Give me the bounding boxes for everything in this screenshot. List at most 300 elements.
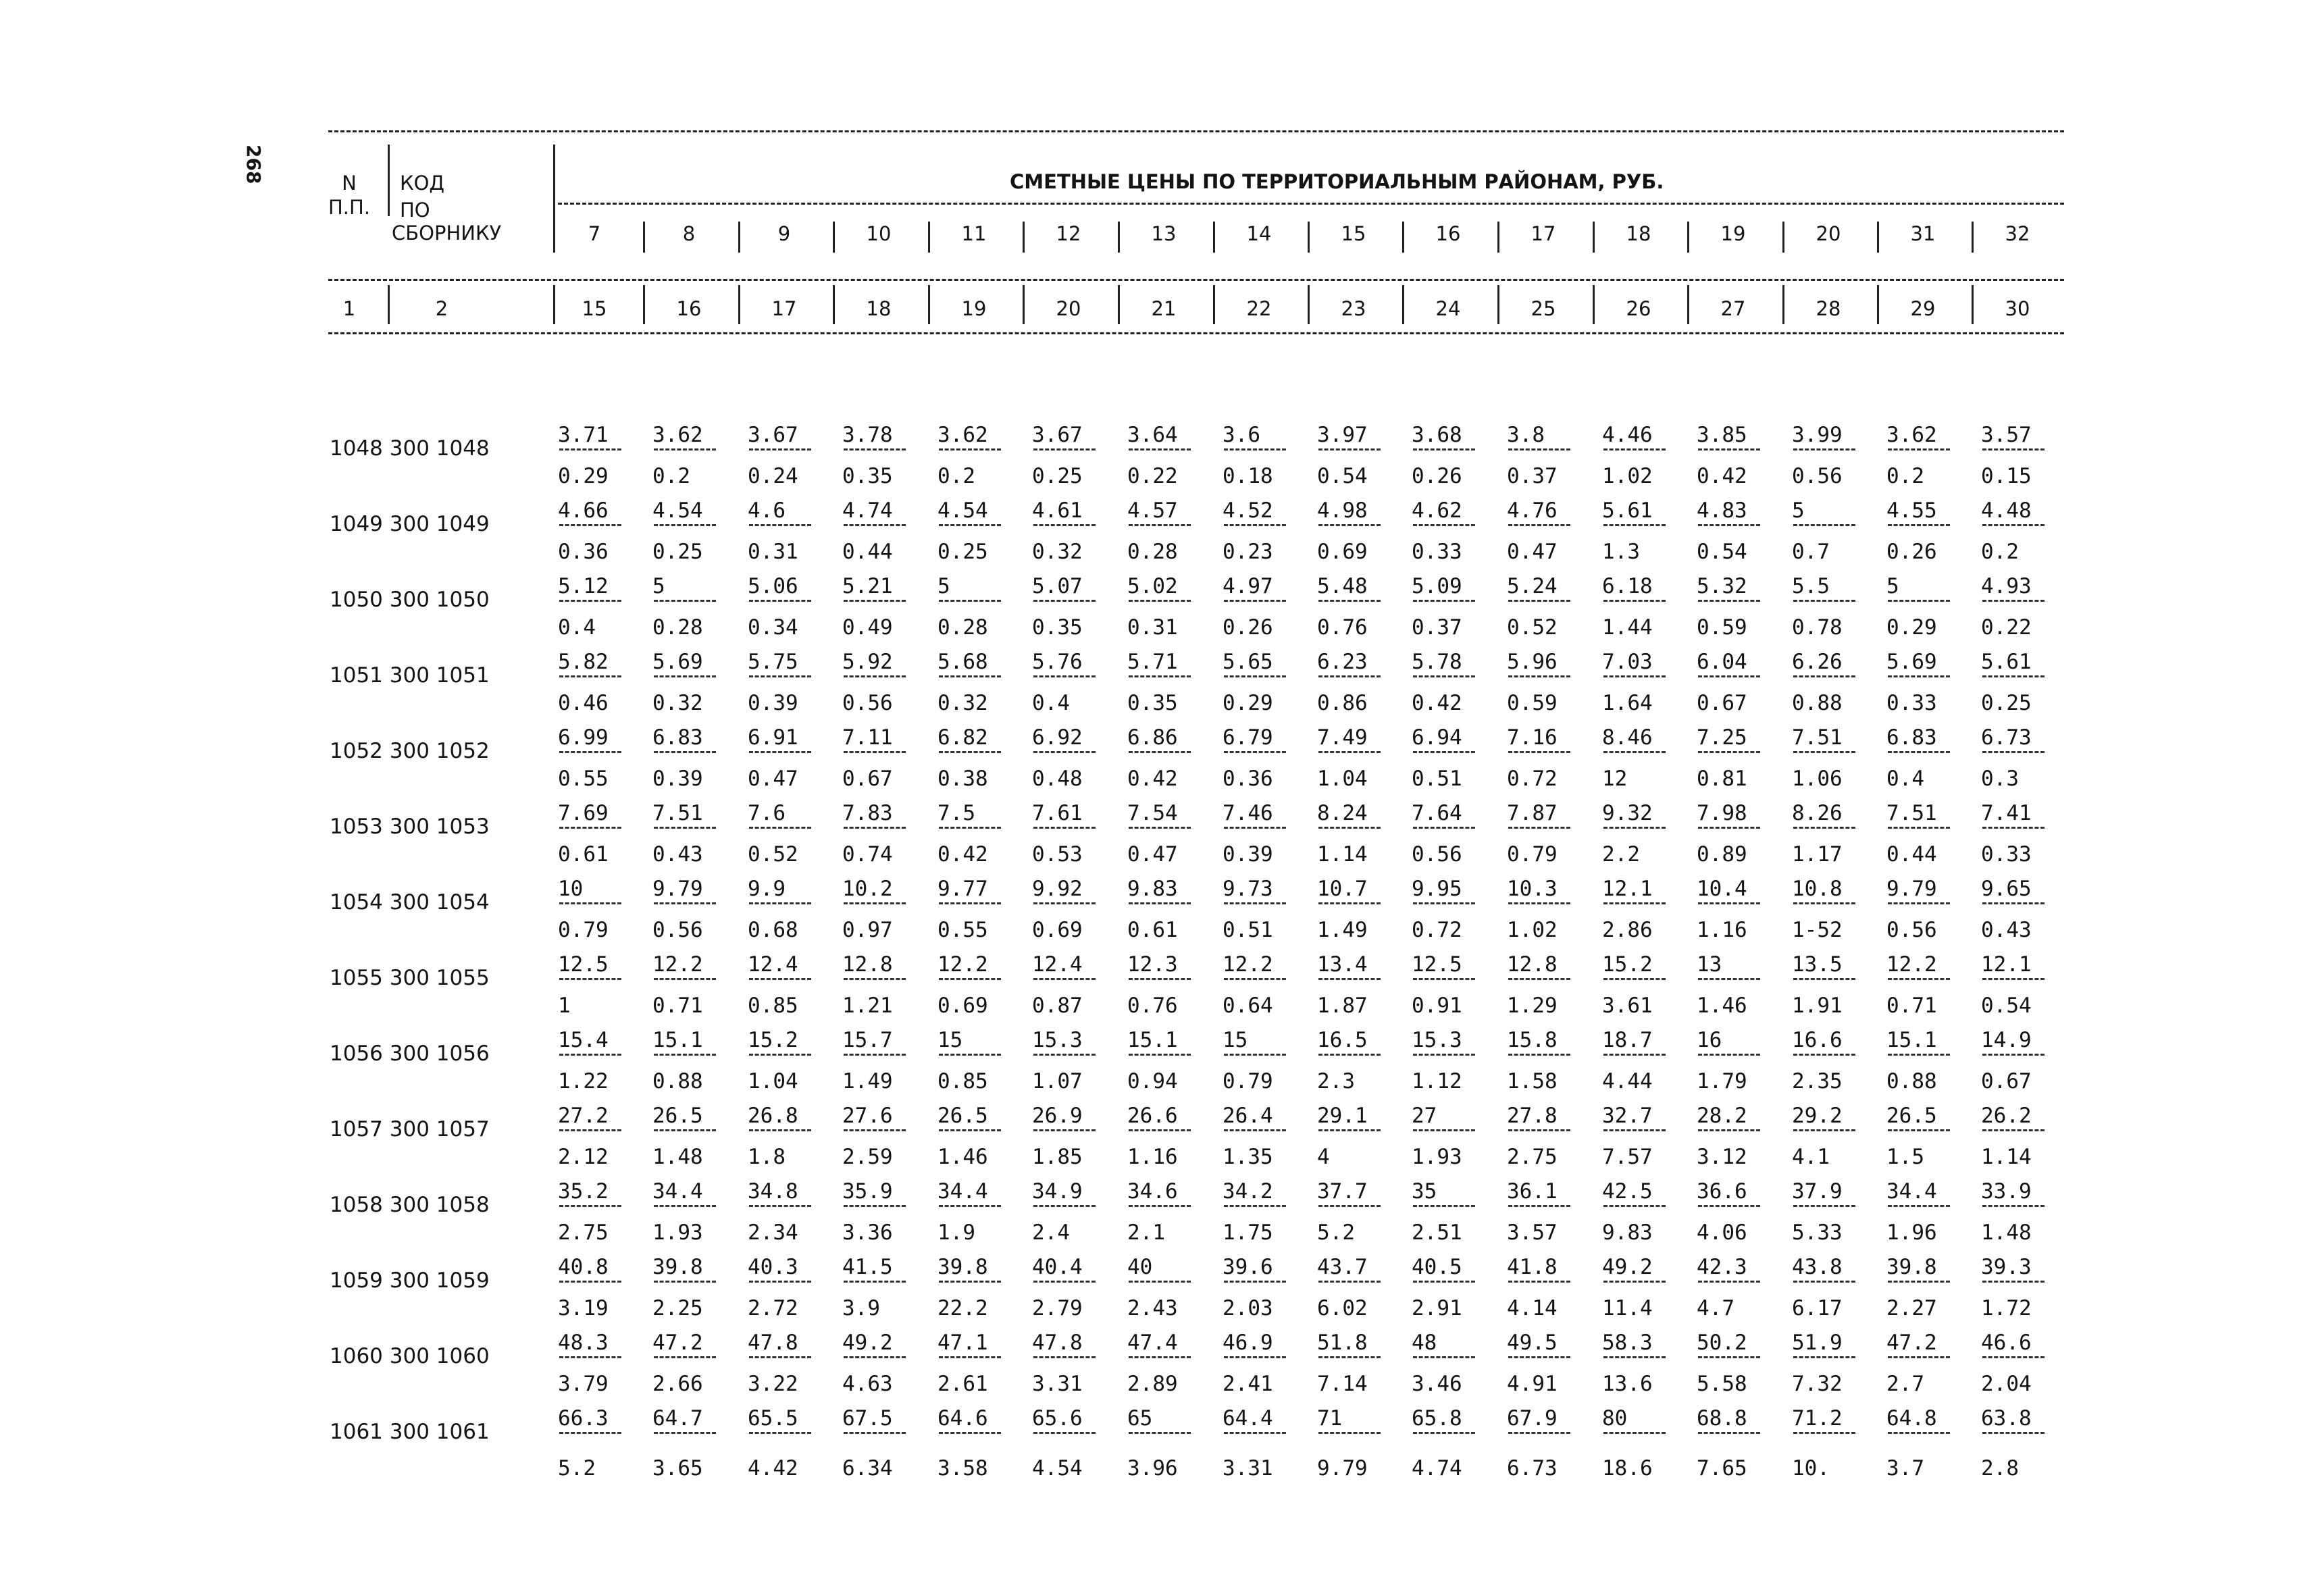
fraction-dash <box>1129 524 1191 526</box>
price-cell <box>1792 877 1873 952</box>
fraction-dash <box>1793 978 1855 980</box>
price-value: 12.8 <box>842 952 893 977</box>
fraction-dash <box>1698 827 1760 829</box>
price-cell <box>652 1179 734 1255</box>
price-subvalue: 0.28 <box>652 615 703 640</box>
price-cell <box>558 423 639 498</box>
price-subvalue: 1.46 <box>1697 994 1747 1018</box>
price-cell <box>1127 801 1208 877</box>
fraction-dash <box>1603 978 1666 980</box>
fraction-dash <box>1033 675 1096 677</box>
price-subvalue: 2.66 <box>652 1372 703 1396</box>
price-cell <box>1886 1104 1968 1179</box>
fraction-dash <box>559 675 621 677</box>
price-value: 5.75 <box>748 650 798 674</box>
price-subvalue: 2.51 <box>1412 1220 1462 1245</box>
fraction-dash <box>1888 902 1950 904</box>
price-cell <box>1507 650 1588 725</box>
price-subvalue: 0.35 <box>1127 691 1178 715</box>
fraction-dash <box>1888 1054 1950 1056</box>
fraction-dash <box>1033 1432 1096 1434</box>
fraction-dash <box>1033 1129 1096 1131</box>
price-cell <box>1127 1331 1208 1406</box>
price-value: 4.57 <box>1127 498 1178 523</box>
price-value: 16.5 <box>1317 1028 1368 1052</box>
price-subvalue: 1.35 <box>1223 1145 1273 1169</box>
price-subvalue: 3.96 <box>1127 1456 1178 1481</box>
price-value: 10.7 <box>1317 877 1368 901</box>
price-subvalue: 0.42 <box>937 842 988 867</box>
price-cell <box>1602 801 1683 877</box>
fraction-dash <box>1129 751 1191 753</box>
district-number: 32 <box>2005 222 2030 245</box>
price-cell <box>748 574 829 650</box>
price-subvalue: 1.85 <box>1032 1145 1083 1169</box>
fraction-dash <box>1603 675 1666 677</box>
fraction-dash <box>1982 751 2045 753</box>
fraction-dash <box>844 902 906 904</box>
price-value: 35.2 <box>558 1179 609 1204</box>
price-cell <box>1792 498 1873 574</box>
price-subvalue: 9.83 <box>1602 1220 1653 1245</box>
fraction-dash <box>1888 448 1950 451</box>
price-value: 10 <box>558 877 584 901</box>
price-value: 7.98 <box>1697 801 1747 825</box>
price-value: 6.83 <box>652 725 703 750</box>
column-separator <box>1782 222 1784 253</box>
column-number: 19 <box>961 297 987 320</box>
price-subvalue: 0.42 <box>1127 767 1178 791</box>
price-subvalue: 1.17 <box>1792 842 1843 867</box>
price-value: 39.8 <box>937 1255 988 1279</box>
price-cell <box>1223 574 1304 650</box>
price-value: 40.3 <box>748 1255 798 1279</box>
price-cell <box>1127 952 1208 1028</box>
table-row <box>0 952 2314 1028</box>
fraction-dash <box>1318 827 1381 829</box>
price-value: 64.4 <box>1223 1406 1273 1431</box>
table-row <box>0 498 2314 574</box>
page-number: 268 <box>242 145 265 184</box>
price-subvalue: 0.69 <box>937 994 988 1018</box>
column-separator <box>1118 285 1120 324</box>
price-value: 7.64 <box>1412 801 1462 825</box>
fraction-dash <box>1318 1129 1381 1131</box>
price-subvalue: 0.42 <box>1412 691 1462 715</box>
fraction-dash <box>844 978 906 980</box>
price-value: 80 <box>1602 1406 1628 1431</box>
fraction-dash <box>559 1054 621 1056</box>
price-subvalue: 0.56 <box>652 918 703 942</box>
column-separator <box>1308 222 1310 253</box>
price-cell <box>842 498 923 574</box>
price-value: 5.02 <box>1127 574 1178 598</box>
price-subvalue: 12 <box>1602 767 1628 791</box>
price-value: 4.93 <box>1981 574 2032 598</box>
price-cell <box>558 952 639 1028</box>
price-subvalue: 1.8 <box>748 1145 786 1169</box>
price-subvalue: 0.7 <box>1792 540 1830 564</box>
price-value: 7.51 <box>652 801 703 825</box>
price-value: 9.77 <box>937 877 988 901</box>
price-value: 7.51 <box>1792 725 1843 750</box>
price-subvalue: 0.2 <box>1981 540 2019 564</box>
price-subvalue: 0.23 <box>1223 540 1273 564</box>
price-cell <box>652 650 734 725</box>
fraction-dash <box>1318 1432 1381 1434</box>
fraction-dash <box>1508 1356 1570 1358</box>
fraction-dash <box>749 1054 811 1056</box>
price-cell <box>1412 574 1493 650</box>
price-value: 5.48 <box>1317 574 1368 598</box>
price-cell <box>1032 725 1113 801</box>
price-cell <box>1223 801 1304 877</box>
price-subvalue: 0.2 <box>937 464 975 488</box>
price-subvalue: 0.51 <box>1412 767 1462 791</box>
fraction-dash <box>1413 448 1475 451</box>
price-value: 43.8 <box>1792 1255 1843 1279</box>
fraction-dash <box>1982 1054 2045 1056</box>
price-value: 47.1 <box>937 1331 988 1355</box>
table-row <box>0 1028 2314 1104</box>
price-cell <box>1886 801 1968 877</box>
fraction-dash <box>1318 1356 1381 1358</box>
fraction-dash <box>1318 1205 1381 1207</box>
price-subvalue: 2.04 <box>1981 1372 2032 1396</box>
price-cell <box>1792 1028 1873 1104</box>
price-subvalue: 2.12 <box>558 1145 609 1169</box>
price-subvalue: 0.88 <box>652 1069 703 1093</box>
price-value: 26.5 <box>652 1104 703 1128</box>
price-cell <box>1886 1028 1968 1104</box>
price-value: 46.9 <box>1223 1331 1273 1355</box>
table-row <box>0 725 2314 801</box>
price-subvalue: 0.79 <box>1223 1069 1273 1093</box>
price-value: 9.32 <box>1602 801 1653 825</box>
price-subvalue: 1.49 <box>842 1069 893 1093</box>
fraction-dash <box>1508 751 1570 753</box>
price-cell <box>1602 574 1683 650</box>
price-cell <box>1981 725 2062 801</box>
price-value: 6.82 <box>937 725 988 750</box>
fraction-dash <box>1793 827 1855 829</box>
price-value: 71.2 <box>1792 1406 1843 1431</box>
price-cell <box>558 574 639 650</box>
price-cell <box>1697 801 1778 877</box>
fraction-dash <box>1224 751 1286 753</box>
column-number: 18 <box>866 297 892 320</box>
price-value: 37.7 <box>1317 1179 1368 1204</box>
price-value: 26.4 <box>1223 1104 1273 1128</box>
column-number: 15 <box>582 297 607 320</box>
price-cell <box>1981 423 2062 498</box>
price-cell <box>1792 650 1873 725</box>
price-subvalue: 2.27 <box>1886 1296 1937 1320</box>
fraction-dash <box>1793 1205 1855 1207</box>
fraction-dash <box>1698 524 1760 526</box>
price-cell <box>1602 725 1683 801</box>
price-value: 26.6 <box>1127 1104 1178 1128</box>
column-separator <box>643 222 645 253</box>
price-cell <box>1223 498 1304 574</box>
fraction-dash <box>749 448 811 451</box>
price-cell <box>1032 1179 1113 1255</box>
fraction-dash <box>1413 1129 1475 1131</box>
price-subvalue: 1.21 <box>842 994 893 1018</box>
price-subvalue: 2.35 <box>1792 1069 1843 1093</box>
price-value: 68.8 <box>1697 1406 1747 1431</box>
price-cell <box>842 1255 923 1331</box>
fraction-dash <box>1224 1129 1286 1131</box>
column-separator <box>1687 285 1689 324</box>
price-cell <box>1697 1179 1778 1255</box>
price-cell <box>558 498 639 574</box>
fraction-dash <box>1033 751 1096 753</box>
header-separator <box>553 145 555 253</box>
price-cell <box>842 423 923 498</box>
price-value: 9.9 <box>748 877 786 901</box>
price-cell <box>1032 952 1113 1028</box>
column-separator <box>1402 222 1404 253</box>
price-cell <box>1317 877 1398 952</box>
fraction-dash <box>1508 600 1570 602</box>
price-subvalue: 0.25 <box>1981 691 2032 715</box>
price-value: 26.8 <box>748 1104 798 1128</box>
price-subvalue: 0.79 <box>1507 842 1558 867</box>
fraction-dash <box>1224 600 1286 602</box>
fraction-dash <box>654 902 716 904</box>
fraction-dash <box>559 524 621 526</box>
fraction-dash <box>1413 827 1475 829</box>
price-cell <box>1317 801 1398 877</box>
price-cell <box>1981 574 2062 650</box>
fraction-dash <box>654 448 716 451</box>
price-cell <box>1317 498 1398 574</box>
price-value: 4.6 <box>748 498 786 523</box>
table-row <box>0 1104 2314 1179</box>
price-cell <box>1412 725 1493 801</box>
price-value: 5.24 <box>1507 574 1558 598</box>
price-value: 5 <box>937 574 950 598</box>
column-separator <box>1023 285 1025 324</box>
price-subvalue: 1.29 <box>1507 994 1558 1018</box>
fraction-dash <box>1508 827 1570 829</box>
price-cell <box>1127 725 1208 801</box>
fraction-dash <box>1033 1281 1096 1283</box>
district-number: 14 <box>1246 222 1272 245</box>
fraction-dash <box>1698 600 1760 602</box>
fraction-dash <box>1413 1205 1475 1207</box>
price-value: 63.8 <box>1981 1406 2032 1431</box>
price-cell <box>748 1331 829 1406</box>
price-value: 5.07 <box>1032 574 1083 598</box>
price-subvalue: 1.93 <box>652 1220 703 1245</box>
price-value: 64.6 <box>937 1406 988 1431</box>
price-cell <box>1317 1331 1398 1406</box>
price-value: 5 <box>1792 498 1805 523</box>
fraction-dash <box>1413 600 1475 602</box>
fraction-dash <box>1793 1054 1855 1056</box>
price-subvalue: 0.85 <box>748 994 798 1018</box>
price-value: 7.69 <box>558 801 609 825</box>
column-separator <box>833 285 835 324</box>
price-value: 12.2 <box>652 952 703 977</box>
price-cell <box>1317 1028 1398 1104</box>
price-value: 39.8 <box>1886 1255 1937 1279</box>
price-subvalue: 3.65 <box>652 1456 703 1481</box>
fraction-dash <box>1508 1281 1570 1283</box>
price-value: 29.1 <box>1317 1104 1368 1128</box>
fraction-dash <box>1888 600 1950 602</box>
fraction-dash <box>1508 902 1570 904</box>
price-cell <box>1602 1331 1683 1406</box>
price-subvalue: 0.67 <box>1981 1069 2032 1093</box>
fraction-dash <box>844 1281 906 1283</box>
column-separator <box>1023 222 1025 253</box>
price-subvalue: 0.94 <box>1127 1069 1178 1093</box>
price-cell <box>748 952 829 1028</box>
price-cell <box>937 574 1019 650</box>
price-cell <box>842 574 923 650</box>
price-cell <box>1886 574 1968 650</box>
price-subvalue: 0.68 <box>748 918 798 942</box>
fraction-dash <box>1888 1205 1950 1207</box>
price-value: 9.79 <box>652 877 703 901</box>
price-subvalue: 0.32 <box>652 691 703 715</box>
price-value: 4.55 <box>1886 498 1937 523</box>
price-cell <box>937 423 1019 498</box>
price-value: 3.64 <box>1127 423 1178 447</box>
fraction-dash <box>1698 1432 1760 1434</box>
price-value: 40.5 <box>1412 1255 1462 1279</box>
price-cell <box>652 725 734 801</box>
column-separator <box>1213 222 1215 253</box>
price-value: 34.4 <box>937 1179 988 1204</box>
fraction-dash <box>1603 1356 1666 1358</box>
price-cell <box>1032 650 1113 725</box>
fraction-dash <box>1129 1129 1191 1131</box>
price-cell <box>1127 1255 1208 1331</box>
fraction-dash <box>1603 1281 1666 1283</box>
price-value: 13.4 <box>1317 952 1368 977</box>
price-cell <box>1981 952 2062 1028</box>
price-subvalue: 0.2 <box>1886 464 1924 488</box>
fraction-dash <box>1129 902 1191 904</box>
fraction-dash <box>654 1356 716 1358</box>
price-value: 58.3 <box>1602 1331 1653 1355</box>
price-cell <box>1981 498 2062 574</box>
price-cell <box>1886 1331 1968 1406</box>
price-subvalue: 1.16 <box>1127 1145 1178 1169</box>
price-value: 6.86 <box>1127 725 1178 750</box>
fraction-dash <box>1603 448 1666 451</box>
fraction-dash <box>749 1129 811 1131</box>
fraction-dash <box>1888 1356 1950 1358</box>
price-subvalue: 0.34 <box>748 615 798 640</box>
price-value: 34.4 <box>1886 1179 1937 1204</box>
price-subvalue: 6.73 <box>1507 1456 1558 1481</box>
header-code-line3: СБОРНИКУ <box>392 222 502 244</box>
fraction-dash <box>1413 675 1475 677</box>
district-number: 10 <box>866 222 892 245</box>
price-cell <box>1981 1255 2062 1331</box>
final-lower-values-row <box>0 1456 2314 1483</box>
price-subvalue: 1.64 <box>1602 691 1653 715</box>
price-subvalue: 4.14 <box>1507 1296 1558 1320</box>
price-value: 15.1 <box>1127 1028 1178 1052</box>
price-subvalue: 4.54 <box>1032 1456 1083 1481</box>
price-value: 5.76 <box>1032 650 1083 674</box>
price-subvalue: 0.46 <box>558 691 609 715</box>
price-subvalue: 0.76 <box>1127 994 1178 1018</box>
price-subvalue: 0.29 <box>558 464 609 488</box>
fraction-dash <box>1793 1129 1855 1131</box>
price-cell <box>842 1104 923 1179</box>
price-value: 5.5 <box>1792 574 1830 598</box>
fraction-dash <box>1413 1054 1475 1056</box>
column-separator <box>1687 222 1689 253</box>
fraction-dash <box>1033 1054 1096 1056</box>
fraction-dash <box>1698 751 1760 753</box>
price-value: 6.92 <box>1032 725 1083 750</box>
fraction-dash <box>1982 1432 2045 1434</box>
row-code-label: 1060 300 1060 <box>330 1344 490 1368</box>
table-row <box>0 801 2314 877</box>
price-value: 3.97 <box>1317 423 1368 447</box>
price-subvalue: 4.74 <box>1412 1456 1462 1481</box>
price-subvalue: 0.4 <box>1032 691 1070 715</box>
district-number: 9 <box>777 222 791 245</box>
price-subvalue: 0.33 <box>1981 842 2032 867</box>
price-value: 5.09 <box>1412 574 1462 598</box>
price-subvalue: 5.33 <box>1792 1220 1843 1245</box>
fraction-dash <box>749 827 811 829</box>
price-cell <box>842 725 923 801</box>
price-cell <box>1412 877 1493 952</box>
column-separator <box>1593 222 1595 253</box>
price-subvalue: 0.35 <box>1032 615 1083 640</box>
price-subvalue: 0.4 <box>558 615 596 640</box>
price-subvalue: 1.14 <box>1981 1145 2032 1169</box>
price-cell <box>1697 574 1778 650</box>
price-subvalue: 2.89 <box>1127 1372 1178 1396</box>
price-subvalue: 2.1 <box>1127 1220 1165 1245</box>
fraction-dash <box>1793 751 1855 753</box>
price-value: 65.8 <box>1412 1406 1462 1431</box>
price-value: 47.2 <box>652 1331 703 1355</box>
price-subvalue: 0.71 <box>1886 994 1937 1018</box>
price-value: 51.8 <box>1317 1331 1368 1355</box>
price-subvalue: 0.87 <box>1032 994 1083 1018</box>
price-subvalue: 5.2 <box>558 1456 596 1481</box>
fraction-dash <box>1129 675 1191 677</box>
price-value: 15.8 <box>1507 1028 1558 1052</box>
table-row <box>0 1255 2314 1331</box>
price-value: 7.6 <box>748 801 786 825</box>
price-subvalue: 1.14 <box>1317 842 1368 867</box>
fraction-dash <box>559 902 621 904</box>
price-subvalue: 2.79 <box>1032 1296 1083 1320</box>
district-number: 15 <box>1341 222 1366 245</box>
price-cell <box>937 952 1019 1028</box>
price-cell <box>1886 650 1968 725</box>
fraction-dash <box>749 902 811 904</box>
price-subvalue: 1.07 <box>1032 1069 1083 1093</box>
price-value: 15.3 <box>1412 1028 1462 1052</box>
price-value: 3.99 <box>1792 423 1843 447</box>
price-value: 13.5 <box>1792 952 1843 977</box>
fraction-dash <box>1603 600 1666 602</box>
